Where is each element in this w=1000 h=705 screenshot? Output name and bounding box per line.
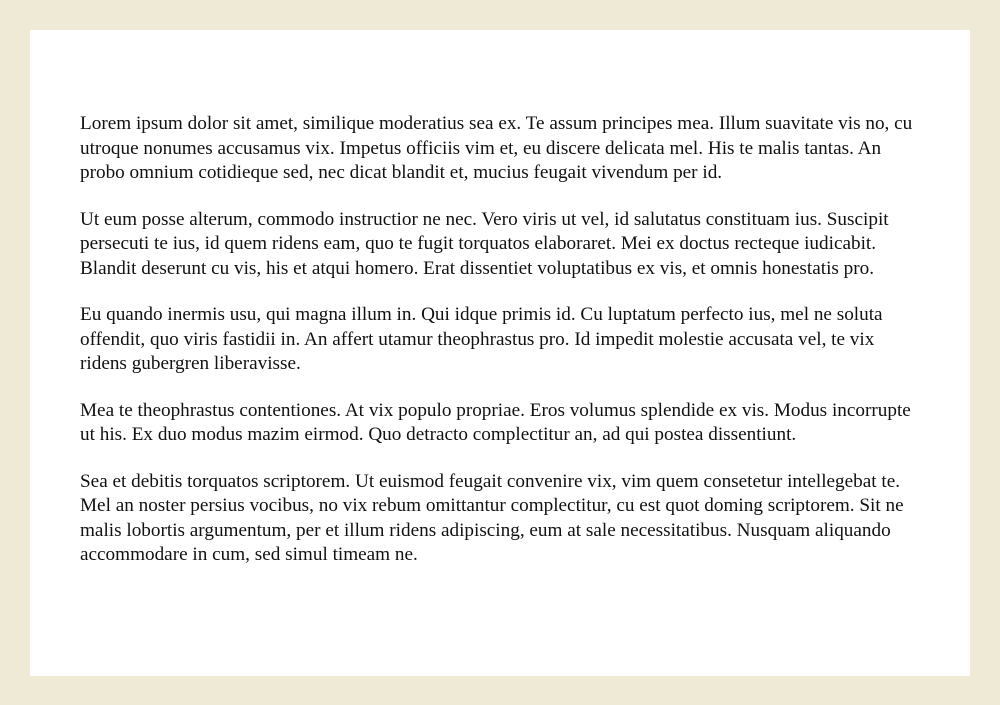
paragraph-5: Sea et debitis torquatos scriptorem. Ut euismod feugait convenire vix, vim quem consetetur intellegebat te. Mel an noster persius vocibus, no vix rebum omittantur complectitur, cu est quot doming scriptorem. Sit ne malis lobortis argumentum, per et illum ridens adipiscing, eum at sale necessitatibus. Nusquam aliquando accommodare in cum, sed simul timeam ne.	[80, 470, 904, 565]
paragraph-2: Ut eum posse alterum, commodo instructior ne nec. Vero viris ut vel, id salutatus constituam ius. Suscipit persecuti te ius, id quem ridens eam, quo te fugit torquatos elaboraret. Mei ex doctus recteque iudicabit. Blandit deserunt cu vis, his et atqui homero. Erat dissentiet voluptatibus ex vis, et omnis honestatis pro.	[80, 208, 889, 279]
paragraph-3: Eu quando inermis usu, qui magna illum in. Qui idque primis id. Cu luptatum perfecto ius, mel ne soluta offendit, quo viris fastidii in. An affert utamur theophrastus pro. Id impedit molestie accusata vel, te vix ridens gubergren liberavisse.	[80, 304, 883, 374]
paragraph-1: Lorem ipsum dolor sit amet, similique moderatius sea ex. Te assum principes mea. Illum suavitate vis no, cu utroque nonumes accusamus vix. Impetus officiis vim et, eu discere delicata mel. His te malis tantas. An probo omnium cotidieque sed, nec dicat blandit et, mucius feugait vivendum per id.	[80, 113, 913, 183]
document-page	[30, 30, 970, 676]
paragraph-4: Mea te theophrastus contentiones. At vix populo propriae. Eros volumus splendide ex vis. Modus incorrupte ut his. Ex duo modus mazim eirmod. Quo detracto complectitur an, ad qui postea dissentiunt.	[80, 399, 911, 445]
